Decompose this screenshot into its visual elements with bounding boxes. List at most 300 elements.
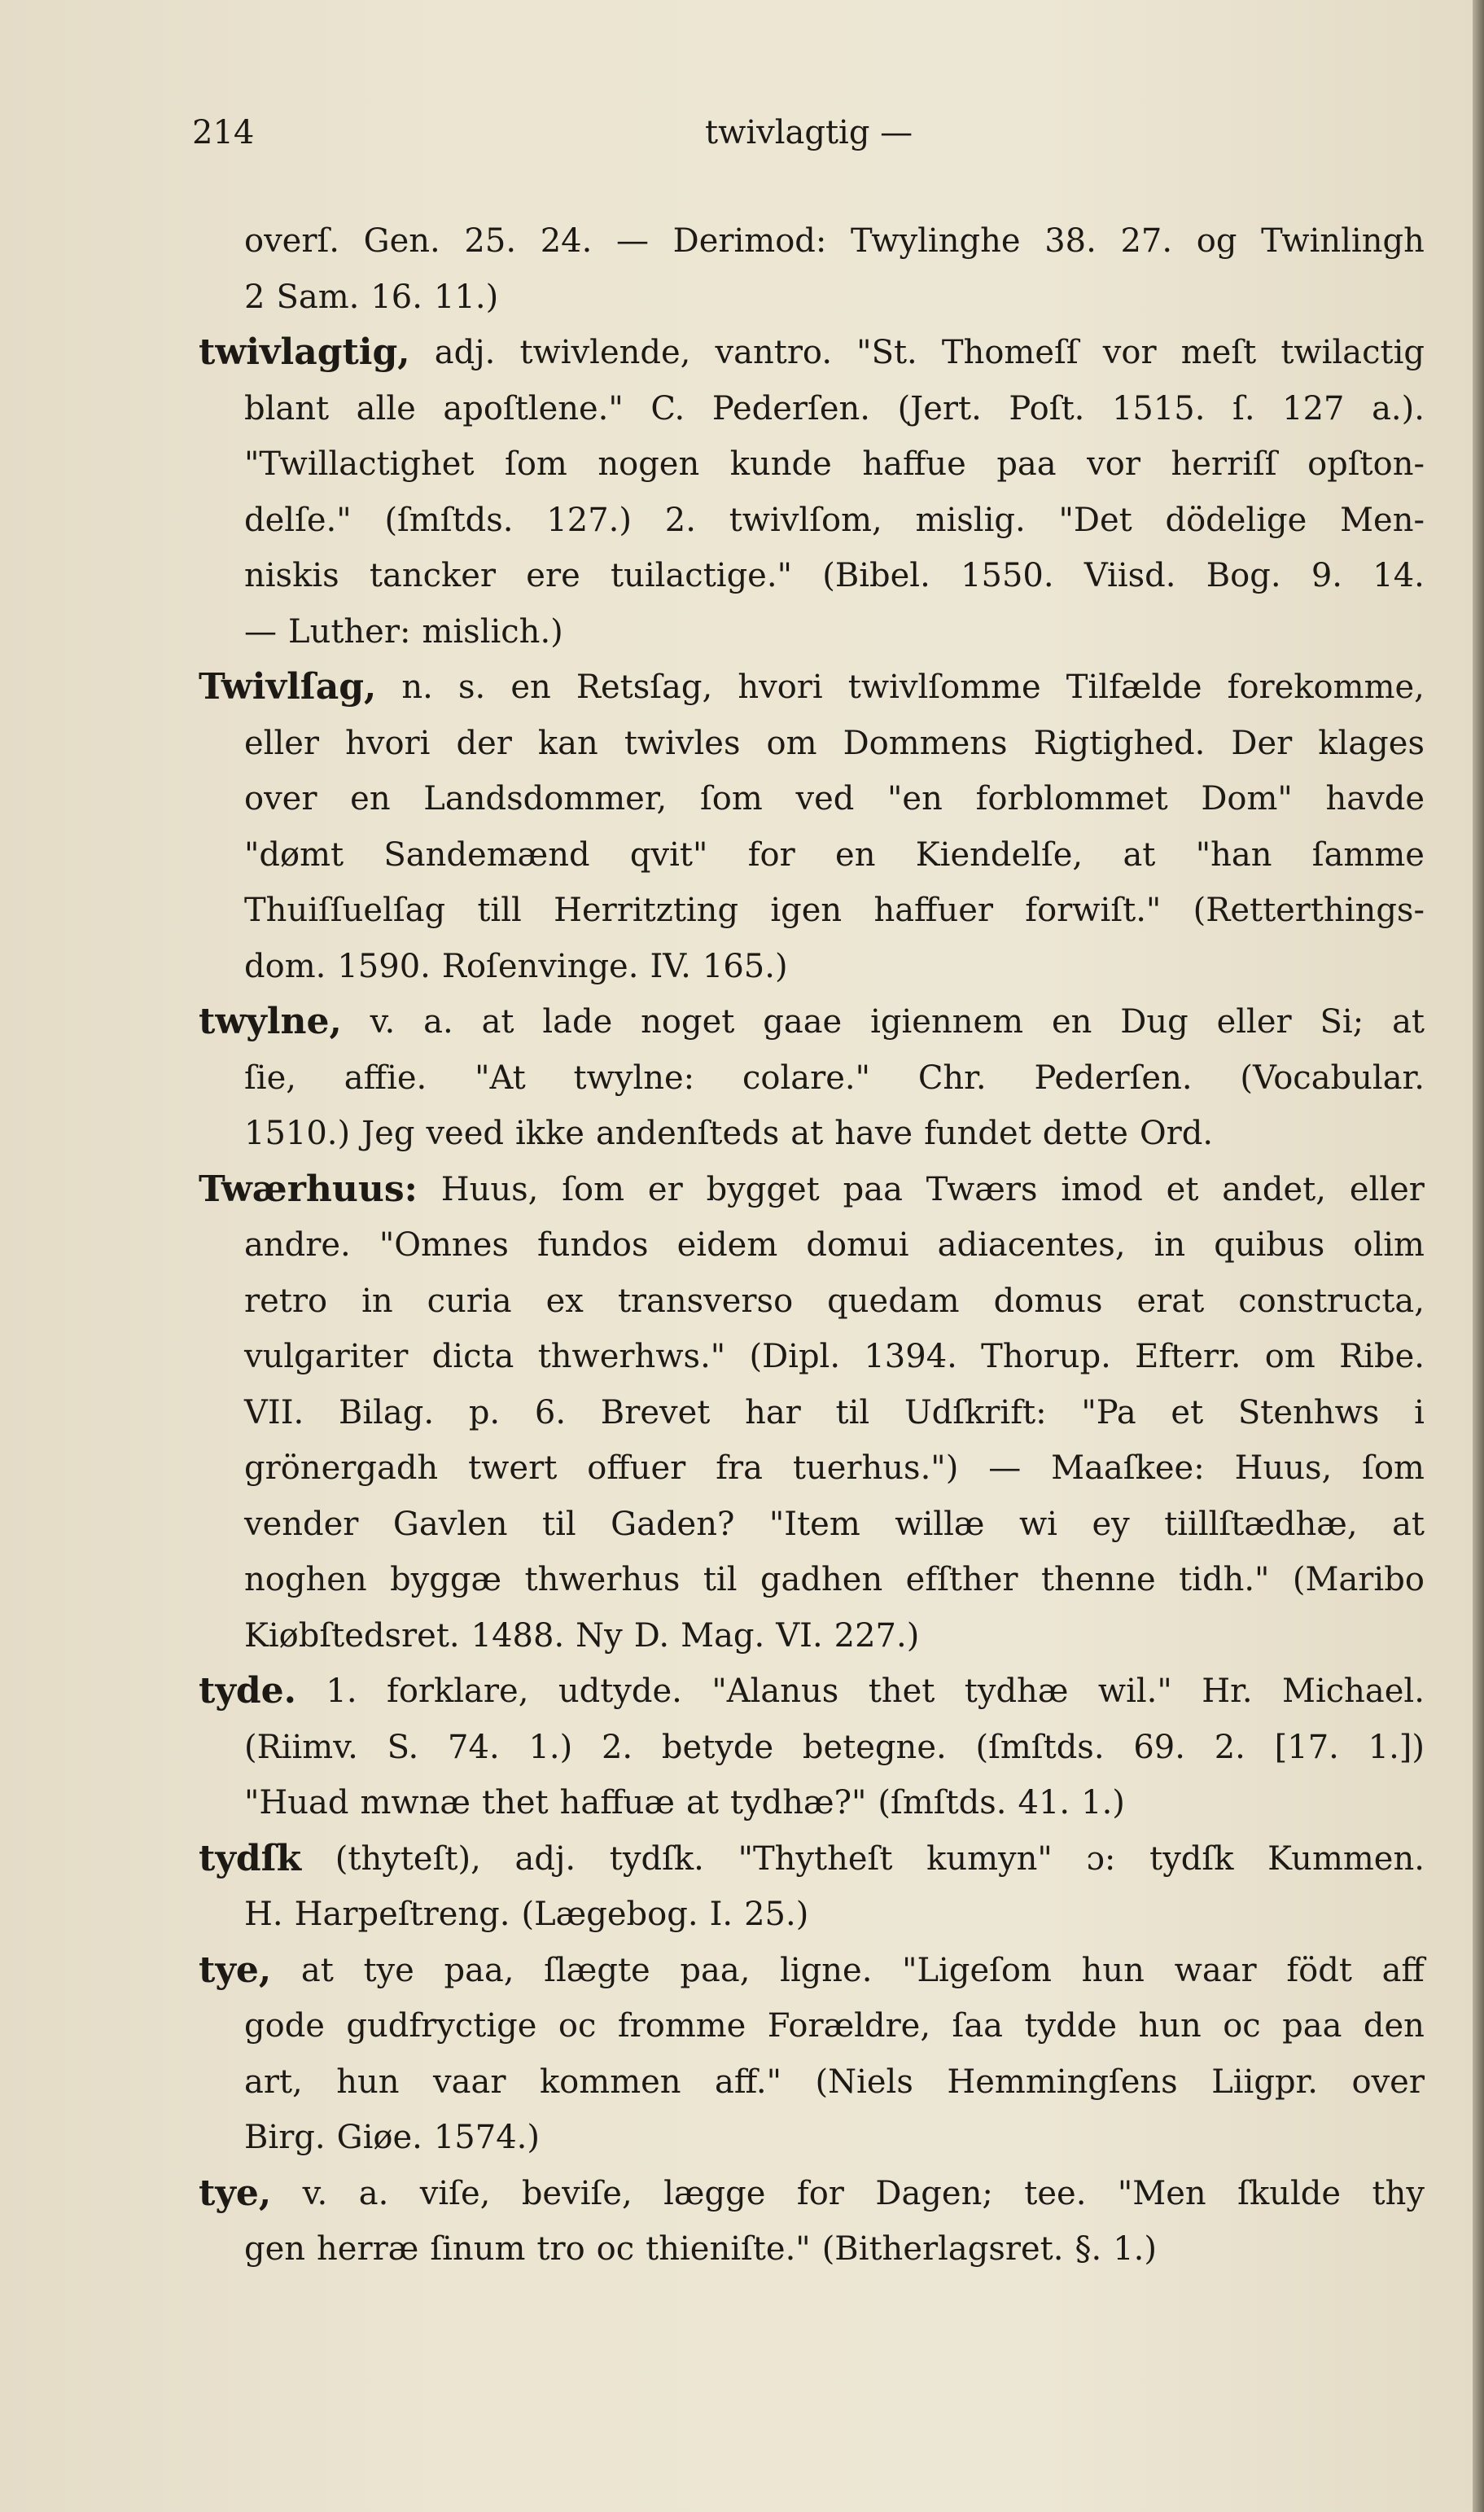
word: (Vocabular. — [1240, 1059, 1425, 1097]
word: 2 — [244, 278, 265, 316]
word: lægge — [663, 2174, 766, 2212]
word: ſom — [1362, 1449, 1425, 1487]
word: Ribe. — [1339, 1338, 1425, 1375]
word: tidh." — [1179, 1561, 1270, 1598]
word: — — [988, 1449, 1022, 1487]
word: Sandemænd — [383, 835, 590, 874]
word: "Item — [768, 1505, 860, 1543]
word: "en — [887, 780, 943, 818]
word: tydhæ?" — [729, 1784, 867, 1822]
word: Brevet — [600, 1393, 711, 1431]
word: at — [1392, 1505, 1425, 1543]
word: quibus — [1214, 1226, 1325, 1264]
word: 69. — [1133, 1728, 1185, 1766]
word: at — [481, 1003, 514, 1041]
word: eidem — [676, 1226, 778, 1264]
word: Kiendelſe, — [915, 835, 1083, 874]
word: twilactig — [1280, 334, 1425, 371]
word: "Ligeſom — [902, 1951, 1052, 1989]
word: vender — [244, 1505, 359, 1543]
word: §. — [1075, 2230, 1102, 2268]
word: Hemmingſens — [947, 2063, 1178, 2101]
text-line — [244, 1497, 1425, 1553]
word: Michael. — [1282, 1672, 1425, 1710]
text-line — [244, 493, 1425, 549]
word: gode — [244, 2007, 325, 2045]
word: Gavlen — [392, 1505, 508, 1543]
word: 1488. — [471, 1616, 565, 1655]
word: 6. — [534, 1393, 567, 1431]
word: tydde — [1024, 2007, 1118, 2045]
word: (Maribo — [1292, 1561, 1425, 1598]
word: dette — [1042, 1115, 1128, 1152]
word: til — [703, 1561, 738, 1598]
word: er — [647, 1170, 683, 1208]
word: transverso — [617, 1282, 794, 1320]
word: wi — [1018, 1505, 1057, 1543]
word: 1.) — [1081, 1784, 1125, 1822]
word: meſt — [1180, 334, 1257, 371]
word: Der — [1231, 724, 1293, 762]
word: affie. — [344, 1059, 427, 1097]
word: VII. — [244, 1393, 304, 1431]
word: Udſkrift: — [904, 1393, 1047, 1431]
word: domus — [993, 1282, 1103, 1320]
word: C. — [650, 389, 685, 427]
word: 27. — [1120, 222, 1173, 260]
word: 1.) — [1113, 2230, 1157, 2268]
word: mislich.) — [422, 612, 563, 651]
text-line — [244, 1440, 1425, 1497]
word: Forældre, — [767, 2007, 931, 2045]
word: "At — [475, 1059, 526, 1097]
word: apoſtlene." — [443, 389, 624, 427]
word: Dagen; — [875, 2174, 993, 2212]
word: waar — [1174, 1951, 1257, 1989]
word: og — [1196, 222, 1237, 260]
word: klages — [1318, 724, 1425, 762]
word: om — [1264, 1338, 1315, 1375]
text-line — [244, 883, 1425, 939]
word: Rigtighed. — [1033, 724, 1206, 762]
word: quedam — [827, 1282, 960, 1320]
word: wil." — [1097, 1672, 1172, 1710]
word: (Bibel. — [822, 557, 930, 594]
word: 1590. — [337, 947, 431, 985]
word: overſ. — [244, 222, 339, 260]
text-line — [244, 1720, 1425, 1776]
word: till — [477, 892, 522, 929]
text-line — [244, 1552, 1425, 1608]
word: "Men — [1117, 2174, 1206, 2212]
word: "Det — [1058, 501, 1132, 539]
word: in — [361, 1282, 393, 1320]
word: H. — [244, 1896, 283, 1933]
word: ſom — [505, 445, 567, 483]
text-line — [244, 1050, 1425, 1107]
headword: tyde. — [199, 1670, 296, 1712]
word: Giøe. — [336, 2119, 422, 2156]
word: gen — [244, 2230, 306, 2268]
word: "Omnes — [379, 1226, 509, 1264]
word: Thorup. — [981, 1338, 1111, 1375]
word: oc — [1223, 2007, 1261, 2045]
entry-line — [199, 1664, 1425, 1720]
entry-line — [199, 2166, 1425, 2222]
word: ey — [1092, 1505, 1130, 1543]
word: noghen — [244, 1561, 367, 1598]
word: colare." — [742, 1059, 870, 1097]
word: andenſteds — [595, 1115, 780, 1152]
word: Chr. — [917, 1059, 987, 1097]
word: kan — [537, 724, 598, 762]
word: ere — [526, 557, 580, 594]
word: constructa, — [1238, 1282, 1425, 1320]
word: ſlægte — [544, 1951, 650, 1989]
text-line — [244, 213, 1425, 270]
word: (Niels — [815, 2063, 913, 2101]
word: s. — [457, 669, 486, 706]
word: thenne — [1040, 1561, 1156, 1598]
word: 1510.) — [244, 1115, 351, 1152]
word: andre. — [244, 1226, 351, 1264]
headword: twylne, — [199, 1001, 342, 1042]
word: in — [1153, 1226, 1186, 1264]
word: IV. — [650, 947, 691, 985]
word: 2. — [1214, 1728, 1245, 1766]
word: Gen. — [363, 222, 440, 260]
word: eller — [1349, 1170, 1425, 1208]
word: Bog. — [1206, 557, 1281, 594]
word: til — [542, 1505, 576, 1543]
word: dödelige — [1165, 501, 1307, 539]
word: (Lægebog. — [521, 1896, 698, 1933]
text-line — [244, 1608, 1425, 1664]
word: tydſk — [1149, 1839, 1234, 1878]
headword: Twærhuus: — [199, 1168, 418, 1210]
word: haffuæ — [559, 1784, 676, 1822]
word: en — [835, 835, 876, 874]
word: fundos — [536, 1226, 649, 1264]
word: 41. — [1018, 1784, 1070, 1822]
word: mwnæ — [360, 1784, 471, 1822]
word: tuilactige." — [611, 557, 792, 594]
text-line — [244, 270, 1425, 326]
word: "St. — [856, 334, 917, 371]
word: haffuer — [873, 892, 994, 929]
word: paa, — [444, 1951, 514, 1989]
word: (Retterthings- — [1193, 892, 1425, 929]
entry-line — [199, 1162, 1425, 1218]
word: mislig. — [915, 501, 1026, 539]
word: (Dipl. — [749, 1338, 841, 1375]
word: "Alanus — [711, 1672, 839, 1710]
word: at — [686, 1784, 719, 1822]
word: Twinlingh — [1261, 222, 1425, 260]
word: a.). — [1372, 389, 1425, 427]
word: andet, — [1222, 1170, 1326, 1208]
word: (ſmſtds. — [384, 501, 514, 539]
word: 227.) — [834, 1616, 920, 1655]
word: ſie, — [244, 1059, 296, 1097]
word: gudfryctige — [346, 2007, 537, 2045]
word: delſe." — [244, 501, 352, 539]
word: p. — [468, 1393, 501, 1431]
word: for — [796, 2174, 844, 2212]
word: hvori — [738, 669, 823, 706]
word: forekomme, — [1227, 669, 1425, 706]
word: domui — [806, 1226, 909, 1264]
word: ſom — [699, 780, 763, 818]
word: ikke — [514, 1115, 584, 1152]
word: (ſmſtds. — [878, 1784, 1007, 1822]
word: kunde — [729, 445, 832, 483]
word: aff — [1381, 1951, 1425, 1989]
word: hun — [1081, 1951, 1145, 1989]
word: (ſmſtds. — [975, 1728, 1105, 1766]
word: hun — [336, 2063, 400, 2101]
word: 2. — [601, 1728, 633, 1766]
word: twert — [468, 1449, 558, 1487]
word: fundet — [924, 1115, 1031, 1152]
word: tiillſtædhæ, — [1164, 1505, 1358, 1543]
word: ɔ: — [1086, 1839, 1116, 1878]
word: kommen — [539, 2063, 681, 2101]
word: vor — [1102, 334, 1157, 371]
word: (Bitherlagsret. — [821, 2230, 1064, 2268]
word: [17. — [1274, 1728, 1339, 1766]
word: thwerhws." — [537, 1338, 726, 1375]
text-line — [244, 1998, 1425, 2054]
headword: tydſk — [199, 1837, 302, 1879]
text-line — [244, 548, 1425, 604]
word: Retsſag, — [576, 669, 713, 706]
word: (Riimv. — [244, 1728, 358, 1766]
word: 14. — [1372, 557, 1425, 594]
word: adiacentes, — [937, 1226, 1126, 1264]
word: imod — [1061, 1170, 1143, 1208]
word: 25.) — [744, 1896, 809, 1933]
word: efſther — [905, 1561, 1018, 1598]
word: (Jert. — [897, 389, 982, 427]
word: 9. — [1311, 557, 1342, 594]
word: twivlſomme — [847, 669, 1041, 706]
entry-line — [199, 325, 1425, 381]
word: thet — [482, 1784, 549, 1822]
word: Dug — [1120, 1003, 1189, 1041]
word: paa, — [680, 1951, 751, 1989]
word: Thomeſſ — [941, 334, 1079, 371]
word: 127 — [1282, 389, 1345, 427]
word: twivlende, — [519, 334, 691, 371]
word: over — [1351, 2063, 1425, 2101]
word: fra — [716, 1449, 763, 1487]
word: at — [1392, 1003, 1425, 1041]
word: forwiſt." — [1025, 892, 1162, 929]
word: vor — [1087, 445, 1140, 483]
word: thieniſte." — [646, 2230, 811, 2268]
word: 165.) — [702, 947, 788, 985]
text-line — [244, 1775, 1425, 1831]
word: thy — [1372, 2174, 1425, 2212]
word: fromme — [617, 2007, 746, 2045]
word: ex — [545, 1282, 584, 1320]
word: haffue — [862, 445, 966, 483]
word: at — [1123, 835, 1156, 874]
text-line — [244, 604, 1425, 660]
word: forklare, — [387, 1672, 529, 1710]
text-line — [244, 827, 1425, 883]
text-line — [244, 939, 1425, 995]
word: olim — [1353, 1226, 1425, 1264]
word: ſkulde — [1237, 2174, 1342, 2212]
text-line — [244, 1385, 1425, 1441]
word: "han — [1195, 835, 1272, 874]
text-line — [244, 2110, 1425, 2166]
word: "dømt — [244, 835, 344, 874]
word: den — [1363, 2007, 1425, 2045]
word: Twylinghe — [851, 222, 1021, 260]
word: D. — [633, 1616, 670, 1655]
word: tye — [363, 1951, 414, 1989]
word: blant — [244, 389, 330, 427]
word: oc — [558, 2007, 597, 2045]
word: Herritzting — [554, 892, 739, 929]
word: Viisd. — [1083, 557, 1176, 594]
word: Harpeſtreng. — [294, 1896, 510, 1933]
word: der — [456, 724, 512, 762]
word: ſ. — [1232, 389, 1255, 427]
text-line — [244, 1217, 1425, 1274]
word: 24. — [540, 222, 593, 260]
word: "Twillactighet — [244, 445, 475, 483]
word: gadhen — [760, 1561, 883, 1598]
word: adj. — [514, 1839, 576, 1878]
word: S. — [387, 1728, 419, 1766]
word: et — [1166, 1170, 1199, 1208]
word: en — [1051, 1003, 1092, 1041]
word: for — [747, 835, 795, 874]
word: vaar — [433, 2063, 506, 2101]
word: Birg. — [244, 2119, 326, 2156]
word: en — [350, 780, 391, 818]
word: Luther: — [288, 612, 411, 651]
word: Dommens — [843, 724, 1008, 762]
word: Mag. — [681, 1616, 765, 1655]
word: paa — [996, 445, 1057, 483]
word: v. — [302, 2174, 328, 2212]
word: har — [745, 1393, 801, 1431]
word: Dom" — [1201, 780, 1293, 818]
word: n. — [401, 669, 433, 706]
word: grönergadh — [244, 1449, 439, 1487]
word: paa — [843, 1170, 903, 1208]
text-line — [244, 436, 1425, 493]
word: Gaden? — [611, 1505, 735, 1543]
word: byggæ — [390, 1561, 502, 1598]
word: hvori — [345, 724, 431, 762]
word: 1.) — [528, 1728, 573, 1766]
word: 2. — [664, 501, 696, 539]
word: opſton- — [1307, 445, 1425, 483]
entry-line — [199, 1831, 1425, 1887]
word: twivlſom, — [729, 501, 882, 539]
word: 1550. — [961, 557, 1054, 594]
word: thet — [868, 1672, 935, 1710]
word: dom. — [244, 947, 326, 985]
word: udtyde. — [558, 1672, 682, 1710]
entry-line — [199, 994, 1425, 1050]
word: tuerhus.") — [792, 1449, 959, 1487]
running-head: twivlagtig — — [705, 114, 913, 151]
headword: twivlagtig, — [199, 331, 410, 373]
word: — — [244, 612, 277, 651]
word: Tilfælde — [1066, 669, 1202, 706]
word: 38. — [1044, 222, 1097, 260]
word: Kiøbſtedsret. — [244, 1616, 460, 1655]
word: 127.) — [546, 501, 632, 539]
word: qvit" — [629, 835, 708, 874]
word: ſom — [562, 1170, 625, 1208]
word: Jeg — [361, 1115, 415, 1152]
headword: tye, — [199, 1949, 272, 1991]
word: gaae — [763, 1003, 843, 1041]
word: v. — [370, 1003, 396, 1041]
word: Poſt. — [1009, 389, 1085, 427]
entry-line — [199, 1943, 1425, 1999]
word: Hr. — [1202, 1672, 1253, 1710]
text-line — [244, 2054, 1425, 2111]
word: "Pa — [1081, 1393, 1136, 1431]
word: tancker — [369, 557, 497, 594]
word: retro — [244, 1282, 328, 1320]
word: betegne. — [802, 1728, 947, 1766]
word: Si; — [1320, 1003, 1364, 1041]
word: Kummen. — [1267, 1839, 1425, 1878]
word: paa — [1282, 2007, 1342, 2045]
text-line — [244, 1106, 1425, 1162]
word: 1574.) — [433, 2119, 540, 2156]
word: dicta — [431, 1338, 514, 1375]
word: at — [790, 1115, 824, 1152]
word: oc — [596, 2230, 635, 2268]
word: vantro. — [715, 334, 833, 371]
dictionary-text — [199, 213, 1425, 2277]
word: I. — [709, 1896, 733, 1933]
word: om — [766, 724, 817, 762]
headword: Twivlſag, — [199, 666, 377, 708]
page-edge — [1473, 0, 1484, 2512]
text-line — [244, 1329, 1425, 1385]
word: beviſe, — [521, 2174, 633, 2212]
entry-line — [199, 660, 1425, 716]
headword: tye, — [199, 2172, 272, 2214]
word: havde — [1325, 780, 1425, 818]
word: ved — [795, 780, 855, 818]
word: Bilag. — [338, 1393, 435, 1431]
word: Huus, — [1234, 1449, 1333, 1487]
text-line — [244, 381, 1425, 437]
word: 16. — [370, 278, 422, 316]
page-header — [192, 114, 1332, 163]
word: VI. — [776, 1616, 823, 1655]
word: nogen — [598, 445, 700, 483]
word: Pederſen. — [1034, 1059, 1193, 1097]
word: til — [835, 1393, 870, 1431]
word: et — [1171, 1393, 1204, 1431]
word: bygget — [706, 1170, 820, 1208]
word: födt — [1286, 1951, 1352, 1989]
